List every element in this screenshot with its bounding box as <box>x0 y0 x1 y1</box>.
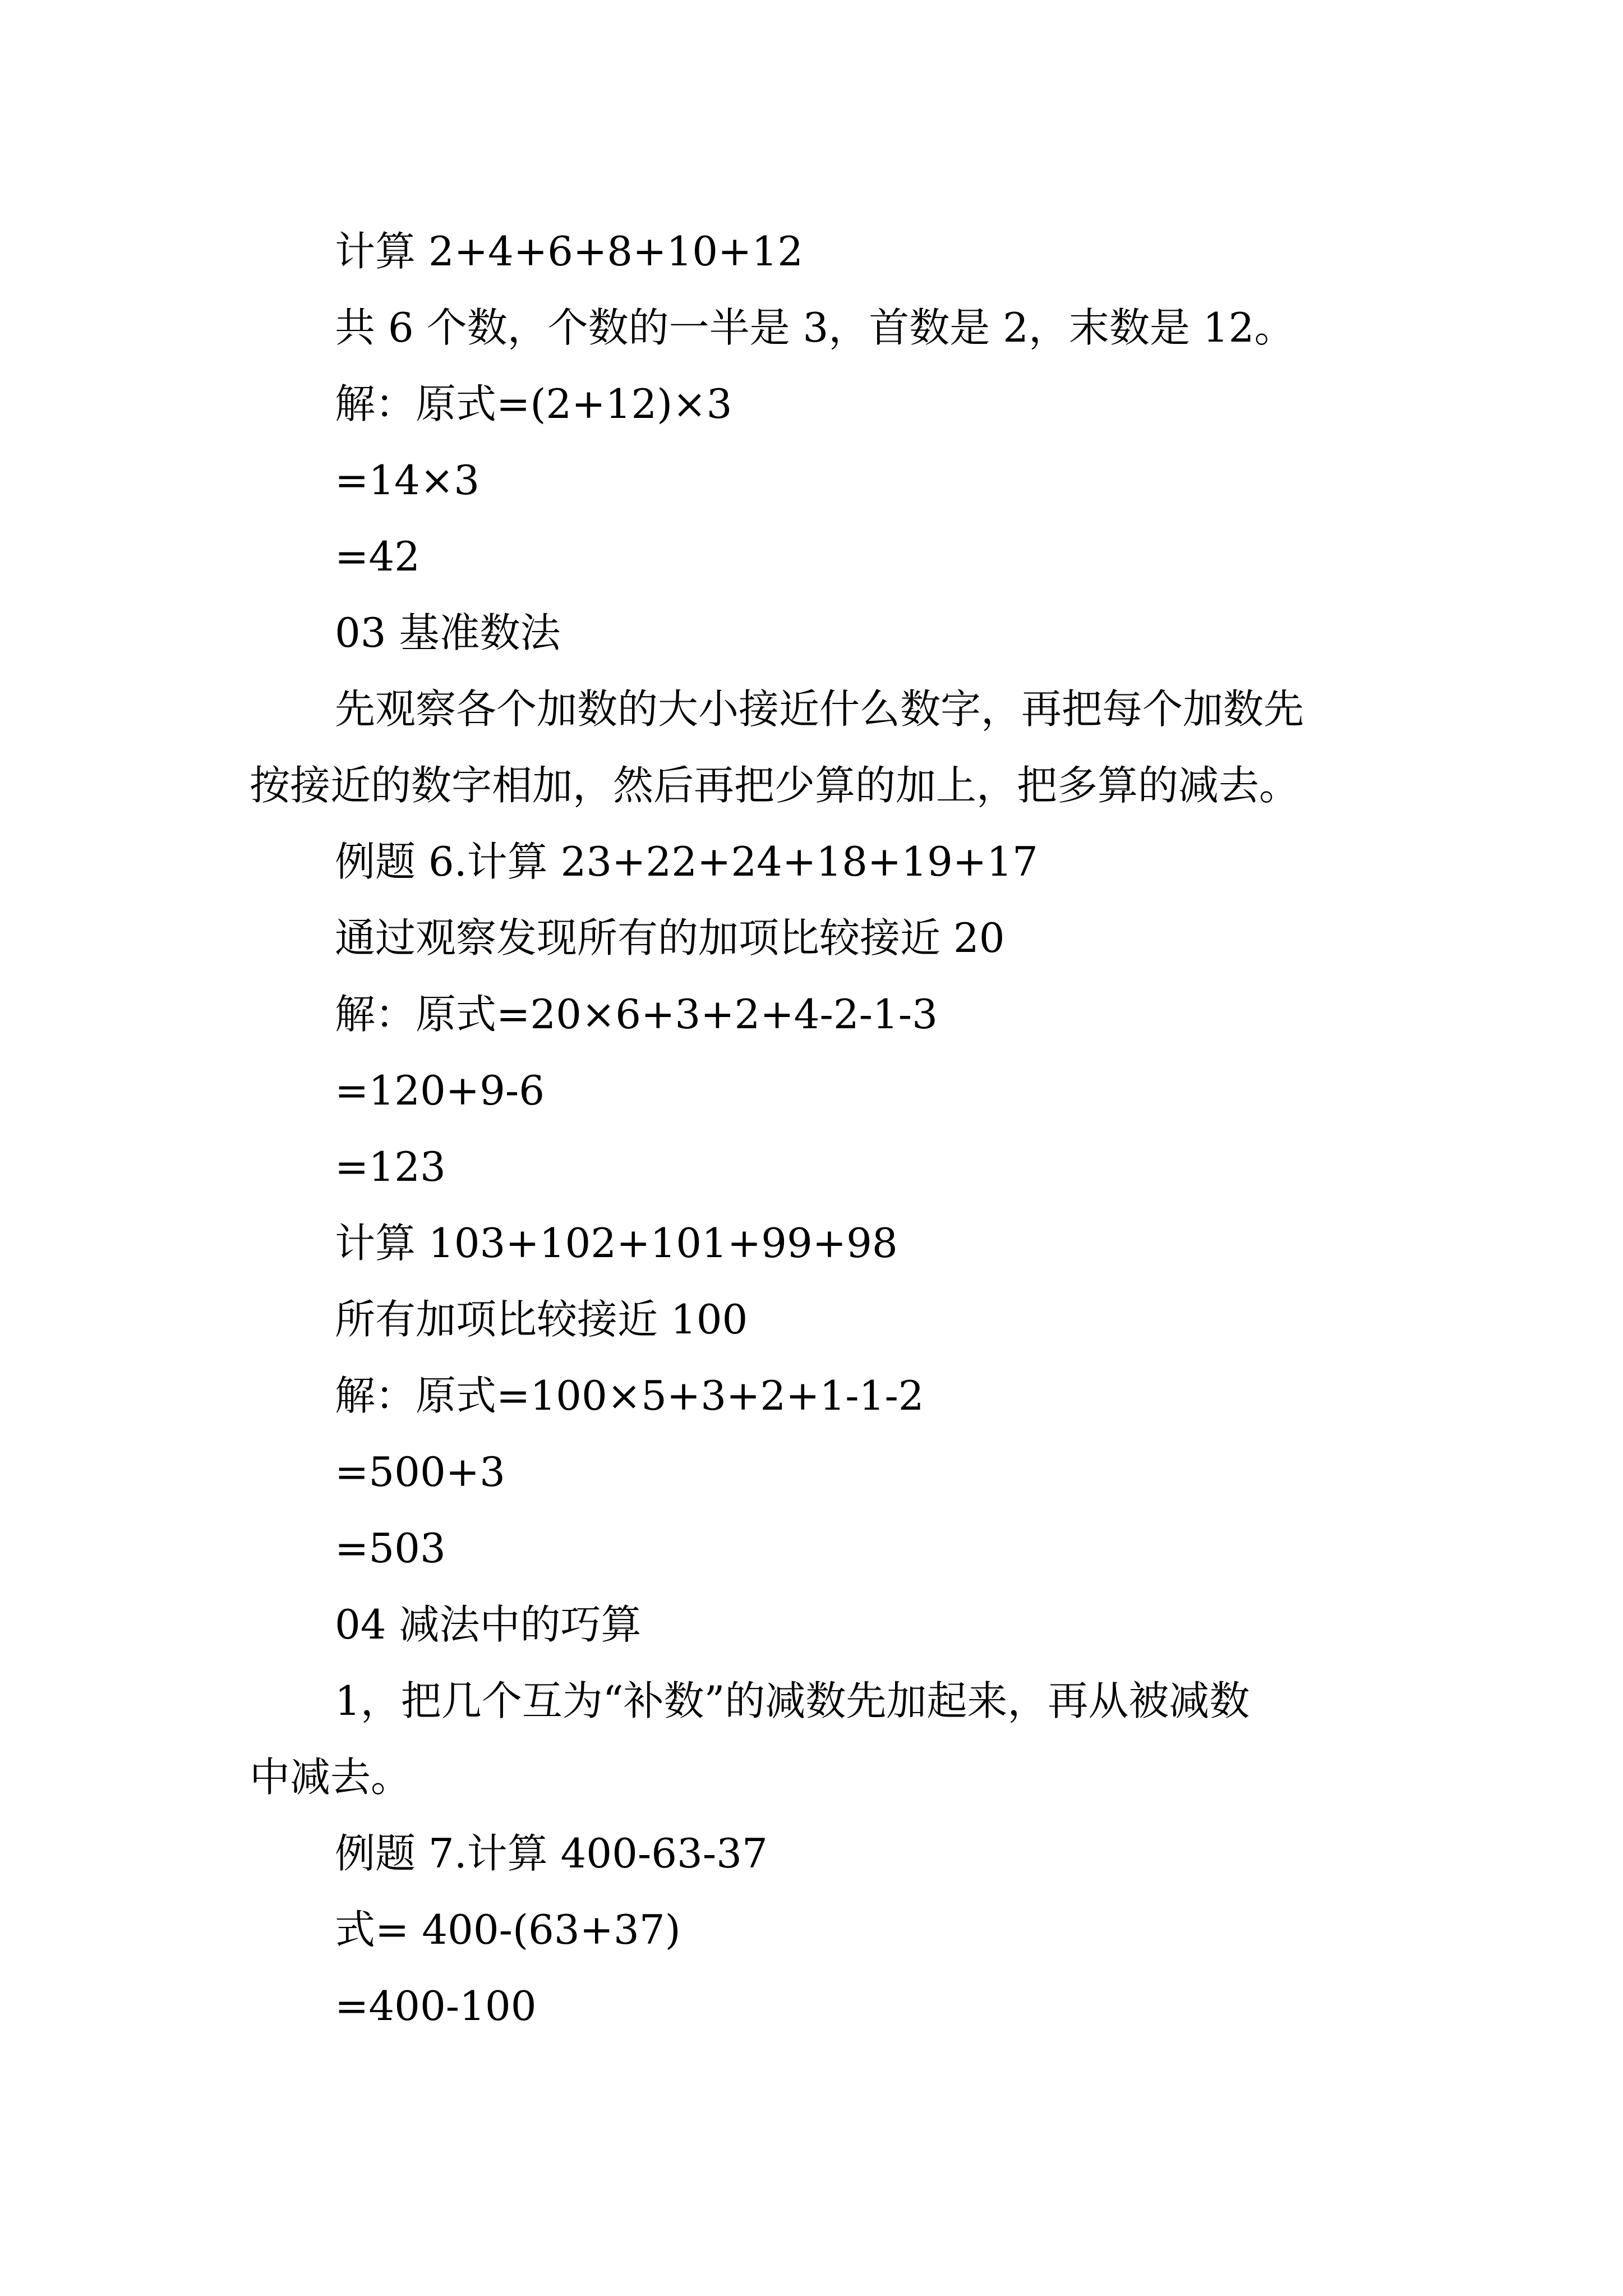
text-line: =14×3 <box>335 457 480 504</box>
text-line: 所有加项比较接近 100 <box>335 1296 748 1343</box>
text-line: 式= 400-(63+37) <box>335 1906 681 1953</box>
text-line: =503 <box>335 1525 446 1572</box>
text-line: =123 <box>335 1143 446 1190</box>
paragraph-line: 先观察各个加数的大小接近什么数字，再把每个加数先 <box>335 685 1304 733</box>
text-line: =500+3 <box>335 1448 505 1496</box>
text-line: 解：原式=100×5+3+2+1-1-2 <box>335 1372 924 1419</box>
section-heading: 03 基准数法 <box>335 609 561 656</box>
paragraph-line-continued: 按接近的数字相加，然后再把少算的加上，把多算的减去。 <box>250 762 1300 809</box>
text-line: 通过观察发现所有的加项比较接近 20 <box>335 914 1005 961</box>
text-line: =400-100 <box>335 1982 537 2030</box>
document-body <box>250 213 1416 2044</box>
text-line: =42 <box>335 533 420 580</box>
section-heading: 04 减法中的巧算 <box>335 1601 642 1648</box>
text-line: =120+9-6 <box>335 1067 545 1114</box>
text-line: 解：原式=20×6+3+2+4-2-1-3 <box>335 991 938 1038</box>
text-line: 计算 103+102+101+99+98 <box>335 1220 898 1267</box>
text-line: 解：原式=(2+12)×3 <box>335 380 732 427</box>
text-line: 共 6 个数，个数的一半是 3，首数是 2，末数是 12。 <box>335 304 1295 351</box>
example-heading: 例题 7.计算 400-63-37 <box>335 1830 768 1877</box>
paragraph-line-continued: 中减去。 <box>250 1754 412 1801</box>
example-heading: 例题 6.计算 23+22+24+18+19+17 <box>335 838 1038 885</box>
paragraph-line: 1，把几个互为“补数”的减数先加起来，再从被减数 <box>335 1677 1250 1724</box>
text-line: 计算 2+4+6+8+10+12 <box>335 228 803 275</box>
